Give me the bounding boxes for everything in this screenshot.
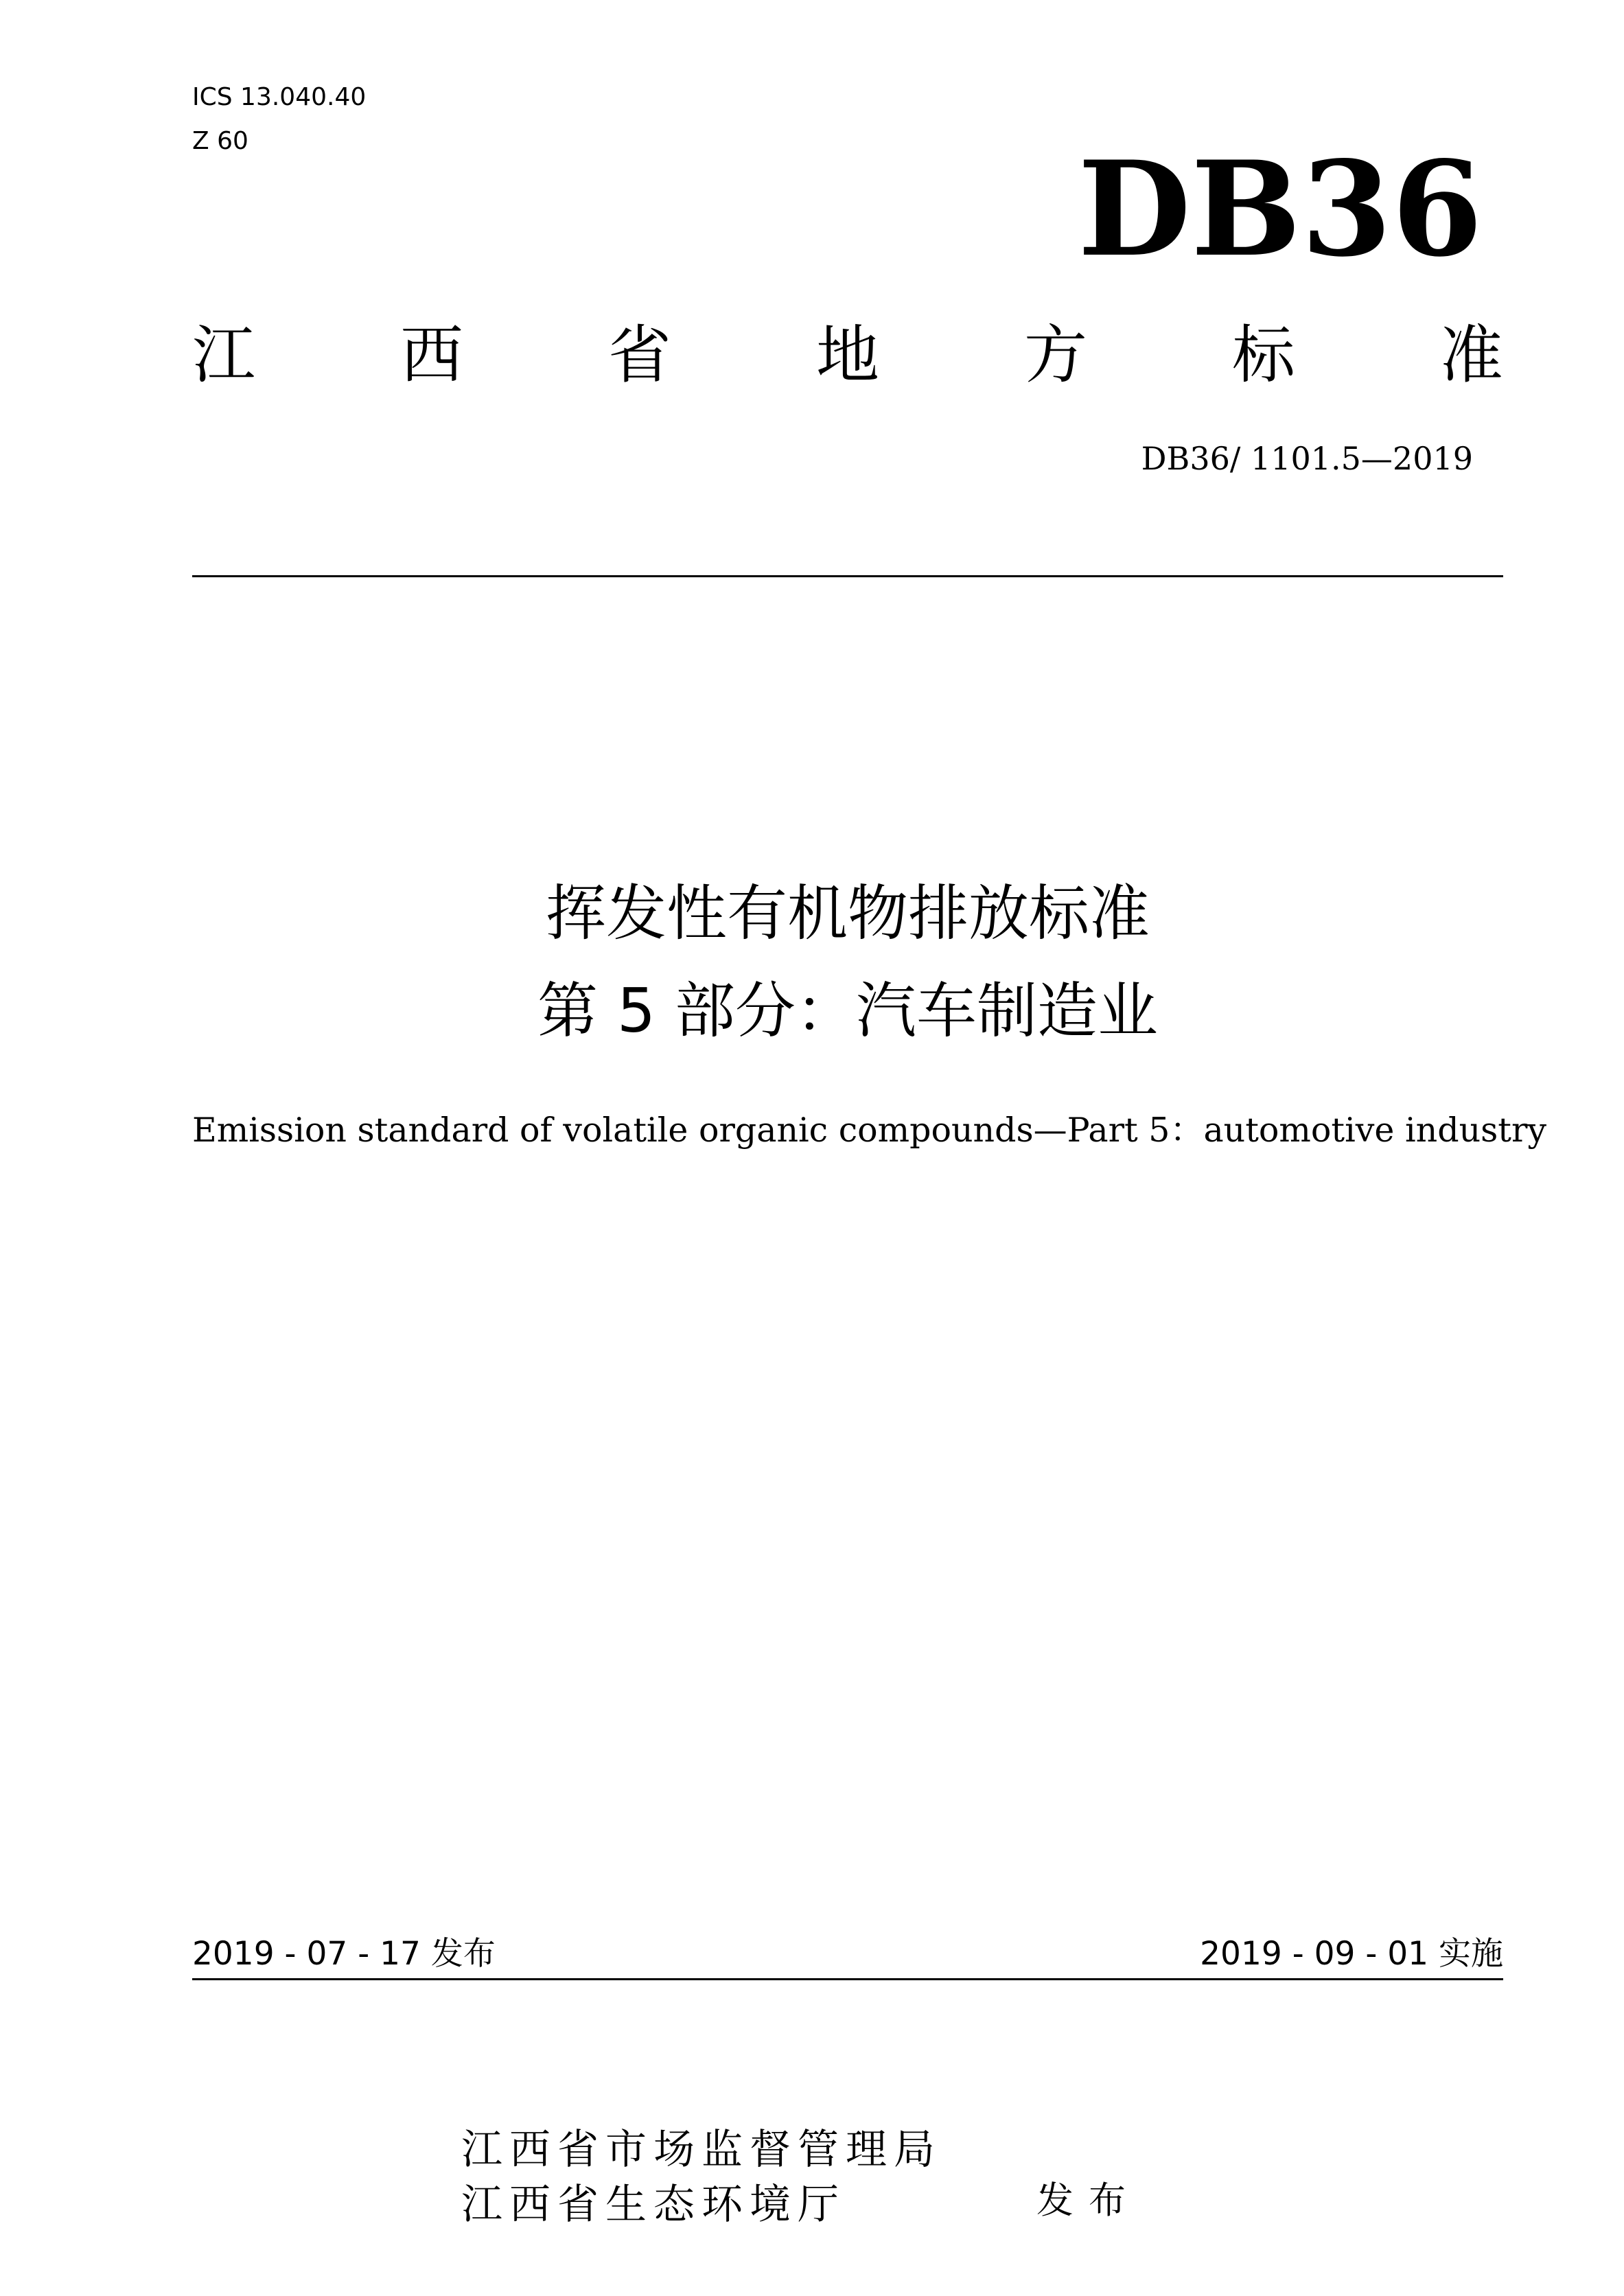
title-line-2: 第 5 部分：汽车制造业 xyxy=(537,975,1158,1046)
standard-type-char: 江 xyxy=(192,318,256,392)
ics-code: ICS 13.040.40 xyxy=(192,83,367,111)
standard-type-char: 地 xyxy=(815,318,879,392)
standard-type-heading xyxy=(192,314,1503,397)
standard-type-char: 标 xyxy=(1231,318,1295,392)
standard-number: DB36/ 1101.5—2019 xyxy=(1141,440,1473,477)
top-divider xyxy=(192,575,1503,577)
issuer-ecology-environment: 江西省生态环境厅 xyxy=(461,2181,846,2229)
standard-type-char: 西 xyxy=(399,318,463,392)
effective-date: 2019 - 09 - 01 实施 xyxy=(1200,1935,1503,1973)
standard-type-char: 方 xyxy=(1023,318,1087,392)
classification-code: Z 60 xyxy=(192,127,248,155)
title-line-1: 挥发性有机物排放标准 xyxy=(545,878,1150,949)
bottom-divider xyxy=(192,1978,1503,1980)
standard-type-char: 准 xyxy=(1439,318,1503,392)
publish-date: 2019 - 07 - 17 发布 xyxy=(192,1935,496,1973)
english-title: Emission standard of volatile organic compounds—Part 5：automotive industry xyxy=(192,1111,1547,1150)
issuer-market-regulation: 江西省市场监督管理局 xyxy=(461,2126,942,2174)
standard-type-char: 省 xyxy=(607,318,671,392)
db36-logo: DB36 xyxy=(1078,132,1483,286)
issue-label: 发布 xyxy=(1036,2179,1141,2222)
